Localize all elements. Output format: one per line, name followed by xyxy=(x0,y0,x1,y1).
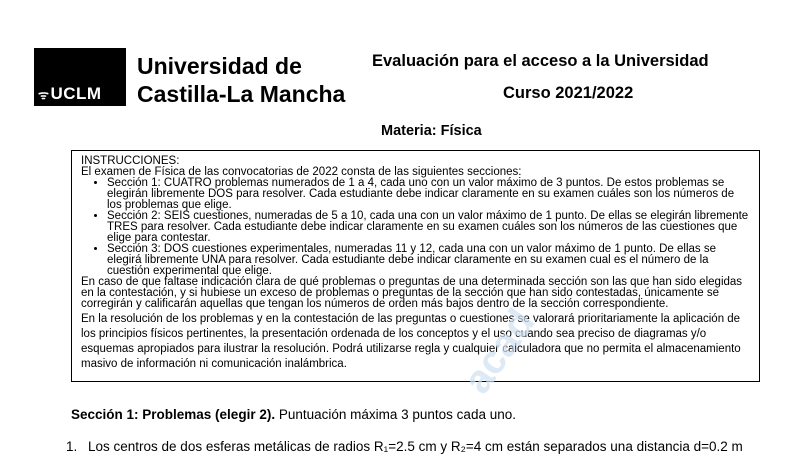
exam-course: Curso 2021/2022 xyxy=(503,84,634,102)
list-item: • Sección 3: DOS cuestiones experimentales, numeradas 11 y 12, cada una con un valor máximo de 1 punto. De ellas se elegirá libremente UNA para resolver. Cada estudiante debe indicar claramente en su examen cual es el número de la cuestión experimental que elige. xyxy=(107,244,750,277)
instructions-intro: El examen de Física de las convocatorias de 2022 consta de las siguientes secciones: xyxy=(81,166,522,178)
problem-text: Los centros de dos esferas metálicas de radios R₁=2.5 cm y R₂=4 cm están separados una distancia d=0.2 m xyxy=(88,439,743,454)
instructions-box xyxy=(71,150,760,382)
uclm-logo xyxy=(34,48,126,106)
university-name-line2: Castilla-La Mancha xyxy=(137,81,346,107)
section-1-heading xyxy=(71,407,516,422)
logo-wordmark xyxy=(38,85,102,102)
university-name xyxy=(137,52,345,108)
instructions-paragraph-selection: En caso de que faltase indicación clara de qué problemas o preguntas de una determinada sección son las que han sido elegidas en la contestación, y si hubiese un exceso de problemas o preguntas de la sección que han sido contestadas, únicamente se corregirán y calificarán aquellas que tengan los números de orden más bajos dentro de la sección correspondiente. xyxy=(81,276,743,310)
wifi-icon: ᯤ xyxy=(38,88,50,102)
problem-number: 1. xyxy=(66,439,78,454)
problem-1 xyxy=(66,439,743,454)
watermark: acad xyxy=(455,301,544,402)
subject-title: Materia: Física xyxy=(381,123,482,139)
logo-text: UCLM xyxy=(50,84,102,103)
instructions-heading: INSTRUCCIONES: xyxy=(81,155,180,167)
list-item: • Sección 1: CUATRO problemas numerados de 1 a 4, cada uno con un valor máximo de 3 puntos. De estos problemas se elegirán libremente DOS para resolver. Cada estudiante debe indicar claramente en su examen cuáles son los números de los problemas que elige. xyxy=(107,178,750,211)
university-name-line1: Universidad de xyxy=(137,53,302,79)
section-1-note: Puntuación máxima 3 puntos cada uno. xyxy=(275,407,516,422)
exam-title: Evaluación para el acceso a la Universidad xyxy=(372,52,709,70)
list-item: • Sección 2: SEIS cuestiones, numeradas de 5 a 10, cada una con un valor máximo de 1 punto. De ellas se elegirán libremente TRES para resolver. Cada estudiante debe indicar claramente en su examen cuáles son los números de las cuestiones que elige para contestar. xyxy=(107,211,750,244)
section-1-title: Sección 1: Problemas (elegir 2). xyxy=(71,407,276,422)
instructions-paragraph-grading: En la resolución de los problemas y en la contestación de las preguntas o cuestiones se valorará prioritariamente la aplicación de los principios físicos pertinentes, la presentación ordenada de los conceptos y el uso cuando sea preciso de diagramas y/o esquemas apropiados para ilustrar la resolución. Podrá utilizarse regla y cualquier calculadora que no permita el almacenamiento masivo de información ni comunicación inalámbrica. xyxy=(81,313,741,370)
sections-list xyxy=(81,178,750,277)
